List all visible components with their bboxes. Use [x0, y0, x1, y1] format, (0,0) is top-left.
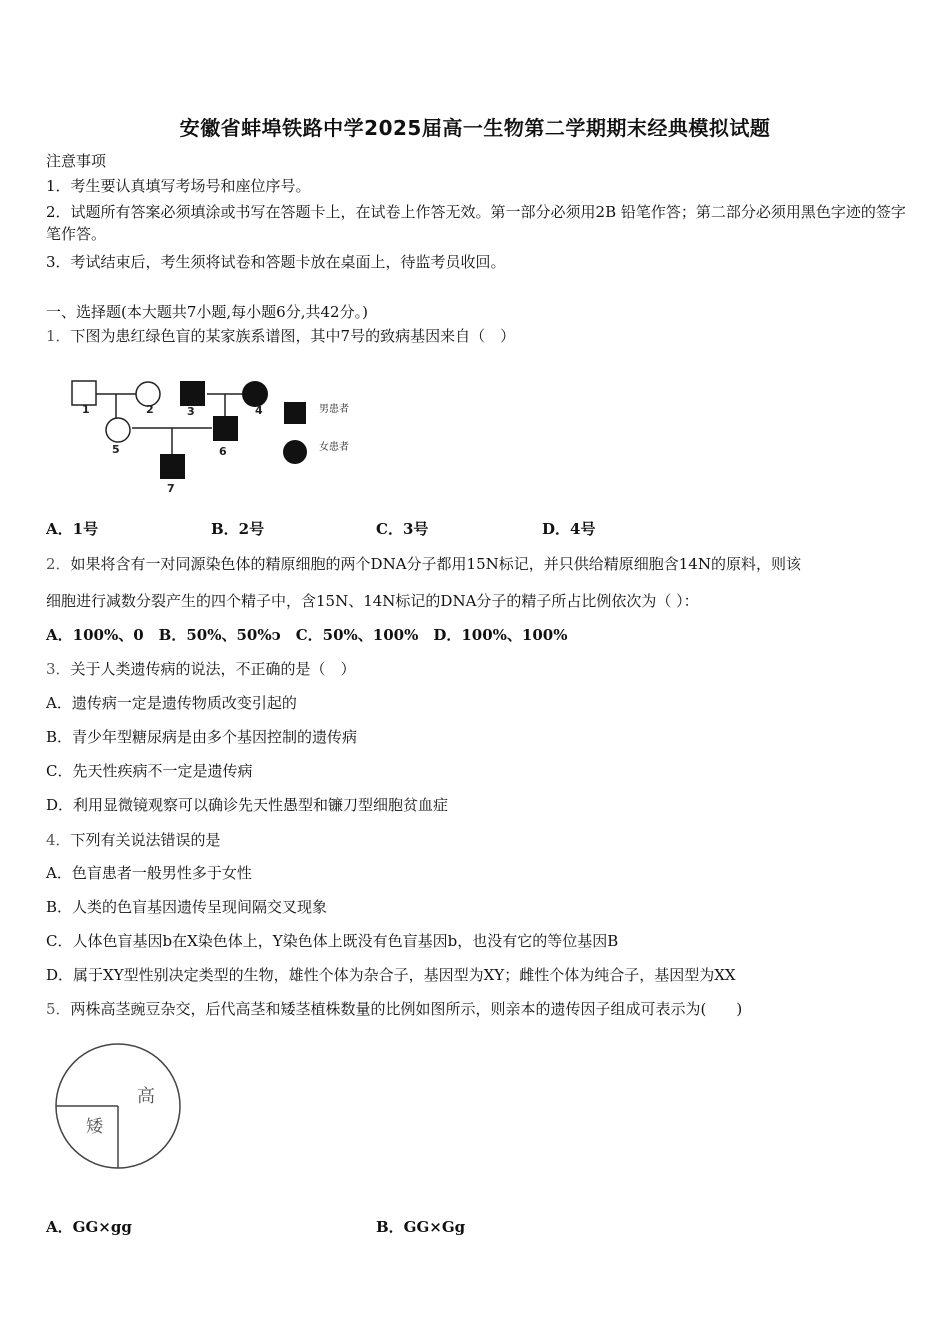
option-a: A．GG×gg: [46, 1218, 132, 1236]
label-1: 1: [82, 403, 90, 416]
question-text: 下列有关说法错误的是: [70, 831, 221, 849]
male-unaffected-1: [72, 381, 96, 405]
option-b: B．青少年型糖尿病是由多个基因控制的遗传病: [46, 728, 358, 746]
option-d: D．利用显微镜观察可以确诊先天性愚型和镰刀型细胞贫血症: [46, 796, 449, 814]
question-number: 3．: [46, 660, 71, 678]
label-7: 7: [167, 482, 175, 495]
ratio-pie-chart: [50, 1040, 186, 1174]
question-text: 如果将含有一对同源染色体的精原细胞的两个DNA分子都用15N标记，并只供给精原细胞含14N的原料，则该: [70, 555, 801, 573]
question-1: [46, 325, 515, 347]
exam-title: 安徽省蚌埠铁路中学2025届高一生物第二学期期末经典模拟试题: [179, 116, 771, 140]
question-3: [46, 658, 356, 680]
legend-male-symbol: [284, 402, 306, 424]
legend-female-label: 女患者: [319, 442, 349, 453]
male-affected-7: [160, 454, 185, 479]
option-c: C．人体色盲基因b在X染色体上，Y染色体上既没有色盲基因b，也没有它的等位基因B: [46, 932, 619, 950]
label-4: 4: [255, 404, 263, 417]
question-number: 5．: [46, 1000, 71, 1018]
question-2-continuation: 细胞进行减数分裂产生的四个精子中，含15N、14N标记的DNA分子的精子所占比例依次为（ ）：: [46, 592, 699, 610]
option-a: A．色盲患者一般男性多于女性: [46, 864, 252, 882]
option-a: A．遗传病一定是遗传物质改变引起的: [46, 694, 297, 712]
male-affected-3: [180, 381, 205, 406]
legend-female-symbol: [283, 440, 307, 464]
option-a: A．1号: [46, 520, 99, 538]
pie-slice-short-label: 矮: [86, 1117, 103, 1137]
pie-slice-tall-label: 高: [137, 1086, 155, 1107]
question-number: 4．: [46, 831, 71, 849]
question-text: 两株高茎豌豆杂交，后代高茎和矮茎植株数量的比例如图所示，则亲本的遗传因子组成可表示为( ): [70, 1000, 743, 1018]
question-4: [46, 829, 221, 851]
female-unaffected-5: [106, 418, 130, 442]
option-b: B．GG×Gg: [376, 1218, 466, 1236]
question-number: 1．: [46, 327, 71, 345]
label-3: 3: [187, 405, 195, 418]
notice-item: 3．考试结束后，考生须将试卷和答题卡放在桌面上，待监考员收回。: [46, 253, 506, 271]
label-6: 6: [219, 445, 227, 458]
male-affected-6: [213, 416, 238, 441]
option-b: B．人类的色盲基因遗传呈现间隔交叉现象: [46, 898, 328, 916]
label-2: 2: [146, 403, 154, 416]
notice-item: 1．考生要认真填写考场号和座位序号。: [46, 177, 311, 195]
question-2: [46, 553, 801, 575]
notice-heading: 注意事项: [46, 152, 107, 170]
option-d: D．属于XY型性别决定类型的生物，雄性个体为杂合子，基因型为XY；雌性个体为纯合子，基因型为XX: [46, 966, 736, 984]
question-number: 2．: [46, 555, 71, 573]
pedigree-chart: [60, 370, 380, 500]
section-heading: 一、选择题(本大题共7小题,每小题6分,共42分。): [46, 303, 368, 321]
option-c: C．3号: [376, 520, 429, 538]
legend-male-label: 男患者: [319, 404, 349, 415]
question-2-options: A．100%、0 B．50%、50%ↄ C．50%、100% D．100%、100%: [46, 626, 568, 644]
notice-item: 2．试题所有答案必须填涂或书写在答题卡上，在试卷上作答无效。第一部分必须用2B 铅笔作答；第二部分必须用黑色字迹的签字笔作答。: [46, 203, 906, 243]
question-text: 关于人类遗传病的说法，不正确的是（ ）: [70, 660, 356, 678]
option-c: C．先天性疾病不一定是遗传病: [46, 762, 253, 780]
label-5: 5: [112, 443, 120, 456]
question-text: 下图为患红绿色盲的某家族系谱图，其中7号的致病基因来自（ ）: [70, 327, 516, 345]
option-b: B．2号: [211, 520, 265, 538]
question-5: [46, 998, 742, 1020]
option-d: D．4号: [542, 520, 596, 538]
